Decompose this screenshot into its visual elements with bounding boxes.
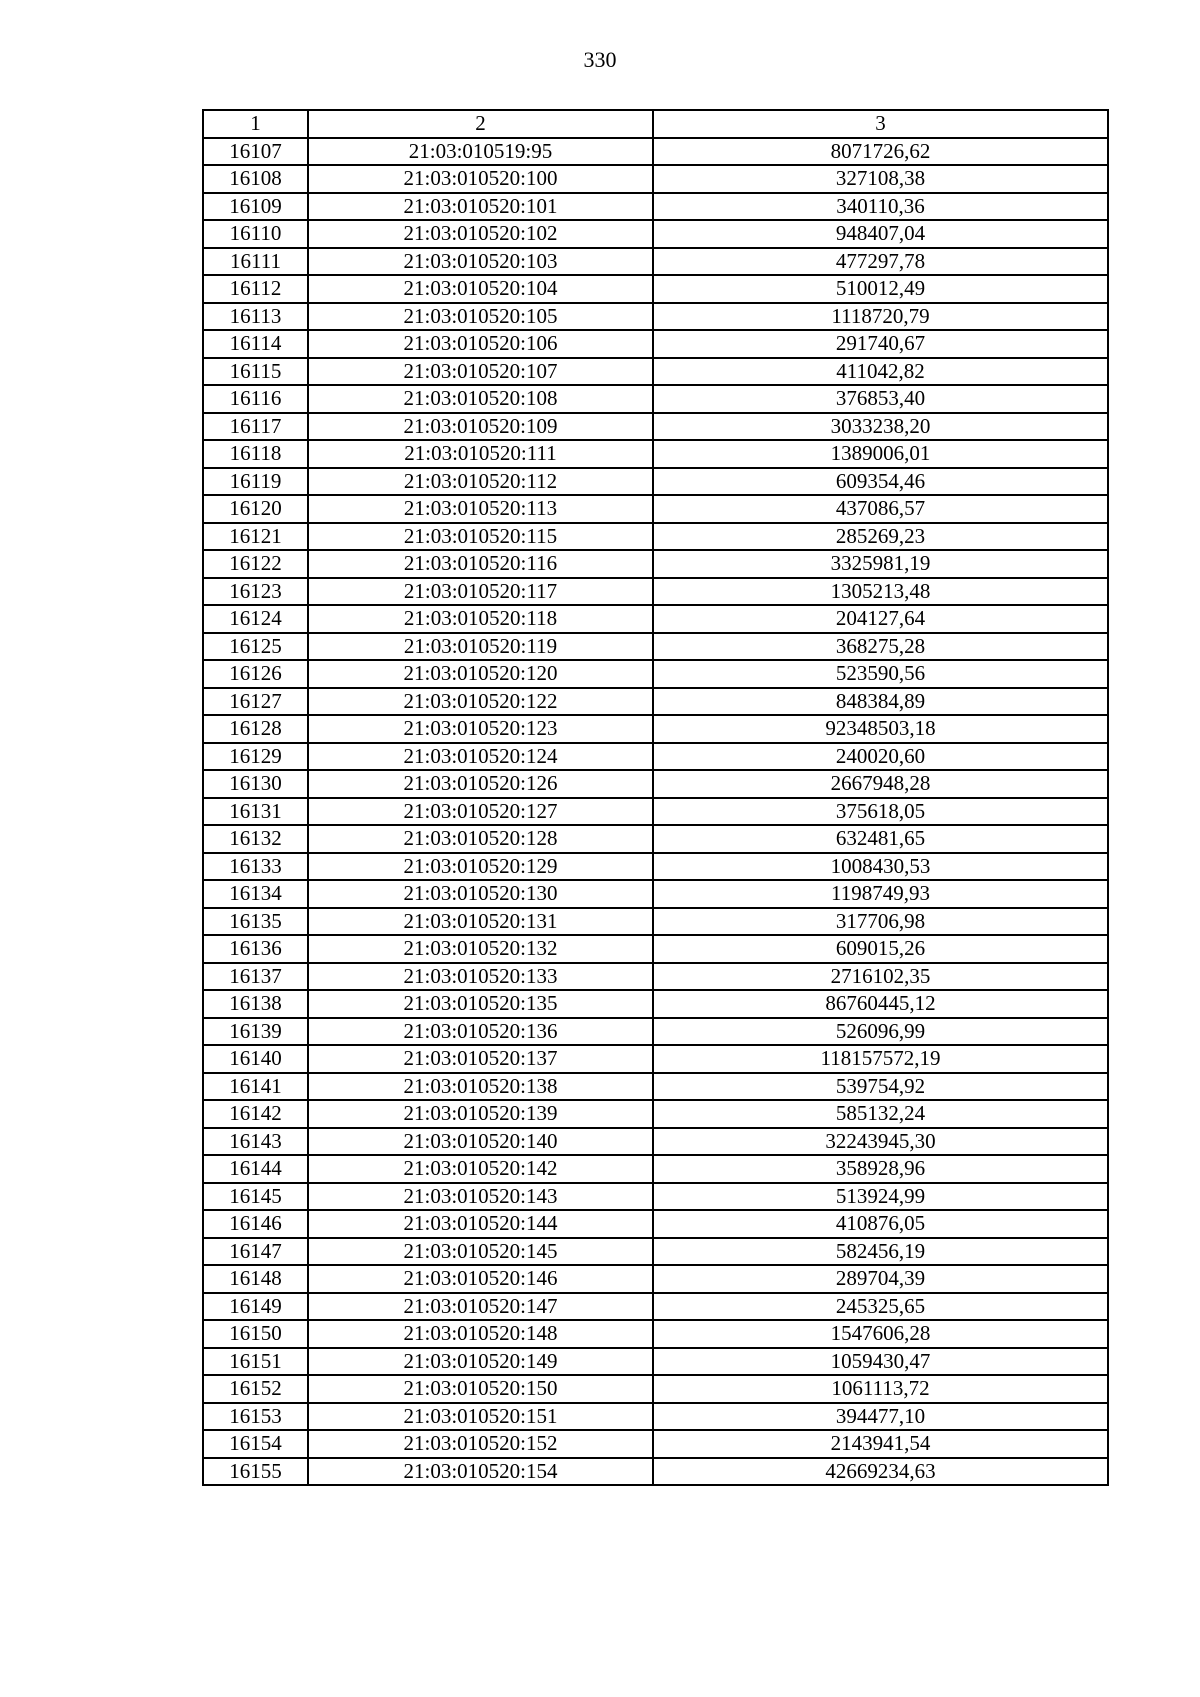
row-number-cell: 16151 — [203, 1348, 308, 1376]
value-cell: 376853,40 — [653, 385, 1108, 413]
cadastral-number-cell: 21:03:010520:138 — [308, 1073, 653, 1101]
row-number-cell: 16155 — [203, 1458, 308, 1486]
table-row — [203, 880, 1108, 908]
cadastral-number-cell: 21:03:010520:109 — [308, 413, 653, 441]
cadastral-number-cell: 21:03:010520:116 — [308, 550, 653, 578]
table-row — [203, 1018, 1108, 1046]
table-body — [203, 138, 1108, 1486]
value-cell: 477297,78 — [653, 248, 1108, 276]
table-row — [203, 660, 1108, 688]
row-number-cell: 16130 — [203, 770, 308, 798]
table-row — [203, 165, 1108, 193]
cadastral-number-cell: 21:03:010520:131 — [308, 908, 653, 936]
value-cell: 291740,67 — [653, 330, 1108, 358]
value-cell: 1547606,28 — [653, 1320, 1108, 1348]
row-number-cell: 16137 — [203, 963, 308, 991]
cadastral-number-cell: 21:03:010520:136 — [308, 1018, 653, 1046]
cadastral-number-cell: 21:03:010520:146 — [308, 1265, 653, 1293]
row-number-cell: 16136 — [203, 935, 308, 963]
table-row — [203, 468, 1108, 496]
table-row — [203, 550, 1108, 578]
table-row — [203, 990, 1108, 1018]
value-cell: 437086,57 — [653, 495, 1108, 523]
cadastral-number-cell: 21:03:010520:107 — [308, 358, 653, 386]
value-cell: 92348503,18 — [653, 715, 1108, 743]
cadastral-number-cell: 21:03:010520:130 — [308, 880, 653, 908]
row-number-cell: 16133 — [203, 853, 308, 881]
cadastral-number-cell: 21:03:010520:127 — [308, 798, 653, 826]
value-cell: 510012,49 — [653, 275, 1108, 303]
cadastral-number-cell: 21:03:010520:105 — [308, 303, 653, 331]
value-cell: 118157572,19 — [653, 1045, 1108, 1073]
value-cell: 513924,99 — [653, 1183, 1108, 1211]
table-row — [203, 1458, 1108, 1486]
table-row — [203, 495, 1108, 523]
row-number-cell: 16127 — [203, 688, 308, 716]
value-cell: 582456,19 — [653, 1238, 1108, 1266]
cadastral-number-cell: 21:03:010520:139 — [308, 1100, 653, 1128]
value-cell: 2716102,35 — [653, 963, 1108, 991]
cadastral-number-cell: 21:03:010520:142 — [308, 1155, 653, 1183]
table-row — [203, 1348, 1108, 1376]
value-cell: 609354,46 — [653, 468, 1108, 496]
row-number-cell: 16144 — [203, 1155, 308, 1183]
table-row — [203, 1265, 1108, 1293]
row-number-cell: 16154 — [203, 1430, 308, 1458]
cadastral-number-cell: 21:03:010520:150 — [308, 1375, 653, 1403]
value-cell: 42669234,63 — [653, 1458, 1108, 1486]
cadastral-number-cell: 21:03:010520:149 — [308, 1348, 653, 1376]
value-cell: 948407,04 — [653, 220, 1108, 248]
value-cell: 368275,28 — [653, 633, 1108, 661]
row-number-cell: 16149 — [203, 1293, 308, 1321]
table-row — [203, 523, 1108, 551]
value-cell: 539754,92 — [653, 1073, 1108, 1101]
row-number-cell: 16153 — [203, 1403, 308, 1431]
row-number-cell: 16119 — [203, 468, 308, 496]
column-header-1: 1 — [203, 110, 308, 138]
table-row — [203, 413, 1108, 441]
row-number-cell: 16138 — [203, 990, 308, 1018]
cadastral-number-cell: 21:03:010520:108 — [308, 385, 653, 413]
row-number-cell: 16113 — [203, 303, 308, 331]
row-number-cell: 16150 — [203, 1320, 308, 1348]
value-cell: 1305213,48 — [653, 578, 1108, 606]
cadastral-number-cell: 21:03:010520:101 — [308, 193, 653, 221]
cadastral-number-cell: 21:03:010520:115 — [308, 523, 653, 551]
table-row — [203, 935, 1108, 963]
cadastral-number-cell: 21:03:010520:129 — [308, 853, 653, 881]
row-number-cell: 16123 — [203, 578, 308, 606]
table-row — [203, 1045, 1108, 1073]
value-cell: 358928,96 — [653, 1155, 1108, 1183]
table-row — [203, 578, 1108, 606]
cadastral-number-cell: 21:03:010520:112 — [308, 468, 653, 496]
cadastral-number-cell: 21:03:010520:143 — [308, 1183, 653, 1211]
value-cell: 411042,82 — [653, 358, 1108, 386]
row-number-cell: 16148 — [203, 1265, 308, 1293]
cadastral-number-cell: 21:03:010520:126 — [308, 770, 653, 798]
table-row — [203, 633, 1108, 661]
row-number-cell: 16124 — [203, 605, 308, 633]
table-row — [203, 1128, 1108, 1156]
table-header — [203, 110, 1108, 138]
row-number-cell: 16129 — [203, 743, 308, 771]
value-cell: 289704,39 — [653, 1265, 1108, 1293]
cadastral-number-cell: 21:03:010520:137 — [308, 1045, 653, 1073]
row-number-cell: 16114 — [203, 330, 308, 358]
value-cell: 32243945,30 — [653, 1128, 1108, 1156]
cadastral-number-cell: 21:03:010520:117 — [308, 578, 653, 606]
cadastral-number-cell: 21:03:010520:113 — [308, 495, 653, 523]
table-row — [203, 688, 1108, 716]
table-row — [203, 385, 1108, 413]
cadastral-number-cell: 21:03:010520:128 — [308, 825, 653, 853]
value-cell: 2143941,54 — [653, 1430, 1108, 1458]
row-number-cell: 16132 — [203, 825, 308, 853]
row-number-cell: 16134 — [203, 880, 308, 908]
cadastral-number-cell: 21:03:010520:123 — [308, 715, 653, 743]
row-number-cell: 16108 — [203, 165, 308, 193]
table-row — [203, 358, 1108, 386]
row-number-cell: 16128 — [203, 715, 308, 743]
row-number-cell: 16135 — [203, 908, 308, 936]
cadastral-number-cell: 21:03:010519:95 — [308, 138, 653, 166]
row-number-cell: 16126 — [203, 660, 308, 688]
table-row — [203, 1403, 1108, 1431]
table-row — [203, 1183, 1108, 1211]
table-row — [203, 798, 1108, 826]
value-cell: 327108,38 — [653, 165, 1108, 193]
cadastral-number-cell: 21:03:010520:135 — [308, 990, 653, 1018]
value-cell: 410876,05 — [653, 1210, 1108, 1238]
value-cell: 240020,60 — [653, 743, 1108, 771]
table-row — [203, 853, 1108, 881]
row-number-cell: 16141 — [203, 1073, 308, 1101]
table-row — [203, 138, 1108, 166]
cadastral-number-cell: 21:03:010520:154 — [308, 1458, 653, 1486]
row-number-cell: 16142 — [203, 1100, 308, 1128]
column-header-2: 2 — [308, 110, 653, 138]
table-row — [203, 1155, 1108, 1183]
value-cell: 632481,65 — [653, 825, 1108, 853]
value-cell: 1389006,01 — [653, 440, 1108, 468]
cadastral-number-cell: 21:03:010520:100 — [308, 165, 653, 193]
table-row — [203, 330, 1108, 358]
value-cell: 609015,26 — [653, 935, 1108, 963]
cadastral-number-cell: 21:03:010520:102 — [308, 220, 653, 248]
row-number-cell: 16116 — [203, 385, 308, 413]
cadastral-number-cell: 21:03:010520:133 — [308, 963, 653, 991]
table-row — [203, 1210, 1108, 1238]
table-row — [203, 1238, 1108, 1266]
table-row — [203, 303, 1108, 331]
table-row — [203, 220, 1108, 248]
table-row — [203, 770, 1108, 798]
table-row — [203, 825, 1108, 853]
row-number-cell: 16139 — [203, 1018, 308, 1046]
table-row — [203, 1100, 1108, 1128]
row-number-cell: 16120 — [203, 495, 308, 523]
value-cell: 245325,65 — [653, 1293, 1108, 1321]
cadastral-number-cell: 21:03:010520:147 — [308, 1293, 653, 1321]
table-row — [203, 248, 1108, 276]
value-cell: 585132,24 — [653, 1100, 1108, 1128]
table-row — [203, 1375, 1108, 1403]
table-row — [203, 440, 1108, 468]
row-number-cell: 16112 — [203, 275, 308, 303]
value-cell: 1118720,79 — [653, 303, 1108, 331]
row-number-cell: 16143 — [203, 1128, 308, 1156]
cadastral-number-cell: 21:03:010520:120 — [308, 660, 653, 688]
value-cell: 526096,99 — [653, 1018, 1108, 1046]
value-cell: 1059430,47 — [653, 1348, 1108, 1376]
row-number-cell: 16122 — [203, 550, 308, 578]
table-row — [203, 715, 1108, 743]
table-row — [203, 743, 1108, 771]
row-number-cell: 16121 — [203, 523, 308, 551]
value-cell: 848384,89 — [653, 688, 1108, 716]
cadastral-number-cell: 21:03:010520:118 — [308, 605, 653, 633]
table-row — [203, 1293, 1108, 1321]
table-row — [203, 193, 1108, 221]
row-number-cell: 16111 — [203, 248, 308, 276]
value-cell: 375618,05 — [653, 798, 1108, 826]
cadastral-number-cell: 21:03:010520:145 — [308, 1238, 653, 1266]
column-header-3: 3 — [653, 110, 1108, 138]
row-number-cell: 16125 — [203, 633, 308, 661]
value-cell: 1198749,93 — [653, 880, 1108, 908]
cadastral-number-cell: 21:03:010520:140 — [308, 1128, 653, 1156]
cadastral-number-cell: 21:03:010520:148 — [308, 1320, 653, 1348]
row-number-cell: 16140 — [203, 1045, 308, 1073]
cadastral-number-cell: 21:03:010520:111 — [308, 440, 653, 468]
row-number-cell: 16118 — [203, 440, 308, 468]
row-number-cell: 16147 — [203, 1238, 308, 1266]
value-cell: 1061113,72 — [653, 1375, 1108, 1403]
cadastral-number-cell: 21:03:010520:119 — [308, 633, 653, 661]
table-row — [203, 963, 1108, 991]
row-number-cell: 16117 — [203, 413, 308, 441]
table-row — [203, 275, 1108, 303]
cadastral-number-cell: 21:03:010520:151 — [308, 1403, 653, 1431]
cadastral-number-cell: 21:03:010520:124 — [308, 743, 653, 771]
cadastral-number-cell: 21:03:010520:103 — [308, 248, 653, 276]
cadastral-number-cell: 21:03:010520:152 — [308, 1430, 653, 1458]
row-number-cell: 16152 — [203, 1375, 308, 1403]
value-cell: 394477,10 — [653, 1403, 1108, 1431]
row-number-cell: 16145 — [203, 1183, 308, 1211]
value-cell: 285269,23 — [653, 523, 1108, 551]
row-number-cell: 16110 — [203, 220, 308, 248]
row-number-cell: 16107 — [203, 138, 308, 166]
value-cell: 204127,64 — [653, 605, 1108, 633]
row-number-cell: 16115 — [203, 358, 308, 386]
data-table — [202, 109, 1109, 1486]
row-number-cell: 16131 — [203, 798, 308, 826]
row-number-cell: 16109 — [203, 193, 308, 221]
cadastral-number-cell: 21:03:010520:132 — [308, 935, 653, 963]
cadastral-number-cell: 21:03:010520:122 — [308, 688, 653, 716]
cadastral-number-cell: 21:03:010520:104 — [308, 275, 653, 303]
value-cell: 86760445,12 — [653, 990, 1108, 1018]
table-row — [203, 1320, 1108, 1348]
table-row — [203, 605, 1108, 633]
cadastral-number-cell: 21:03:010520:144 — [308, 1210, 653, 1238]
table-row — [203, 1073, 1108, 1101]
cadastral-number-cell: 21:03:010520:106 — [308, 330, 653, 358]
header-row — [203, 110, 1108, 138]
value-cell: 8071726,62 — [653, 138, 1108, 166]
value-cell: 340110,36 — [653, 193, 1108, 221]
table-row — [203, 1430, 1108, 1458]
value-cell: 2667948,28 — [653, 770, 1108, 798]
row-number-cell: 16146 — [203, 1210, 308, 1238]
page-number: 330 — [583, 47, 617, 72]
value-cell: 523590,56 — [653, 660, 1108, 688]
value-cell: 3325981,19 — [653, 550, 1108, 578]
value-cell: 1008430,53 — [653, 853, 1108, 881]
value-cell: 317706,98 — [653, 908, 1108, 936]
table-row — [203, 908, 1108, 936]
value-cell: 3033238,20 — [653, 413, 1108, 441]
